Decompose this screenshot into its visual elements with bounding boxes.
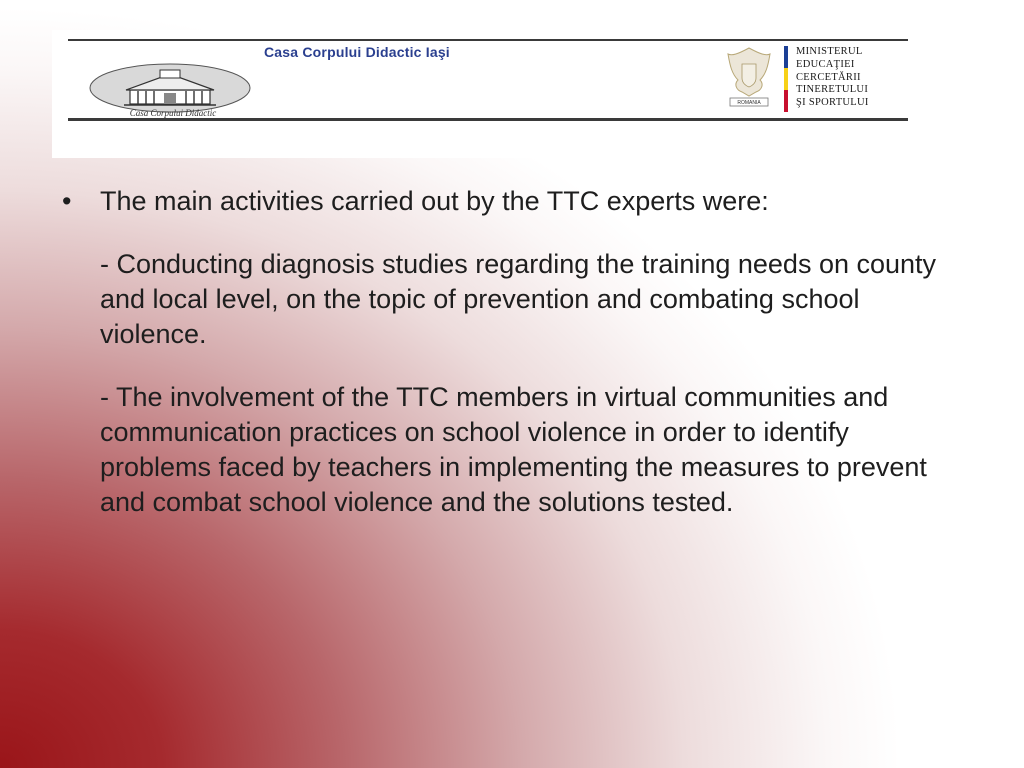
flag-stripe-blue — [784, 46, 788, 68]
romania-coat-of-arms-icon — [724, 44, 774, 110]
ministry-line: TINERETULUI — [796, 84, 869, 96]
tricolor-bar — [784, 46, 788, 112]
header-banner — [52, 30, 972, 158]
activity-paragraph: - The involvement of the TTC members in virtual communities and communication practices on school violence in order to identify problems faced by teachers in implementing the measures to prevent and combat school violence and the solutions tested. — [100, 382, 927, 517]
crest-label: ROMANIA — [737, 100, 761, 106]
logo-caption: Casa Corpului Didactic — [129, 108, 217, 118]
flag-stripe-red — [784, 90, 788, 112]
activity-paragraph: - Conducting diagnosis studies regarding the training needs on county and local level, on the topic of prevention and combating school violence. — [100, 249, 937, 349]
institution-title: Casa Corpului Didactic Iaşi — [264, 44, 450, 60]
bullet-item — [62, 184, 962, 219]
ministry-name — [796, 46, 869, 110]
header-rule-top — [68, 39, 908, 41]
slide-content — [62, 184, 962, 520]
ministry-line: ŞI SPORTULUI — [796, 97, 869, 109]
ministry-line: MINISTERUL — [796, 46, 863, 57]
header-rule-bottom — [68, 118, 908, 121]
bullet-marker: • — [62, 186, 72, 216]
ministry-line: CERCETĂRII — [796, 71, 861, 83]
ministry-line: EDUCAŢIEI — [796, 58, 855, 70]
flag-stripe-yellow — [784, 68, 788, 90]
bullet-text: The main activities carried out by the TTC experts were: — [100, 186, 769, 216]
